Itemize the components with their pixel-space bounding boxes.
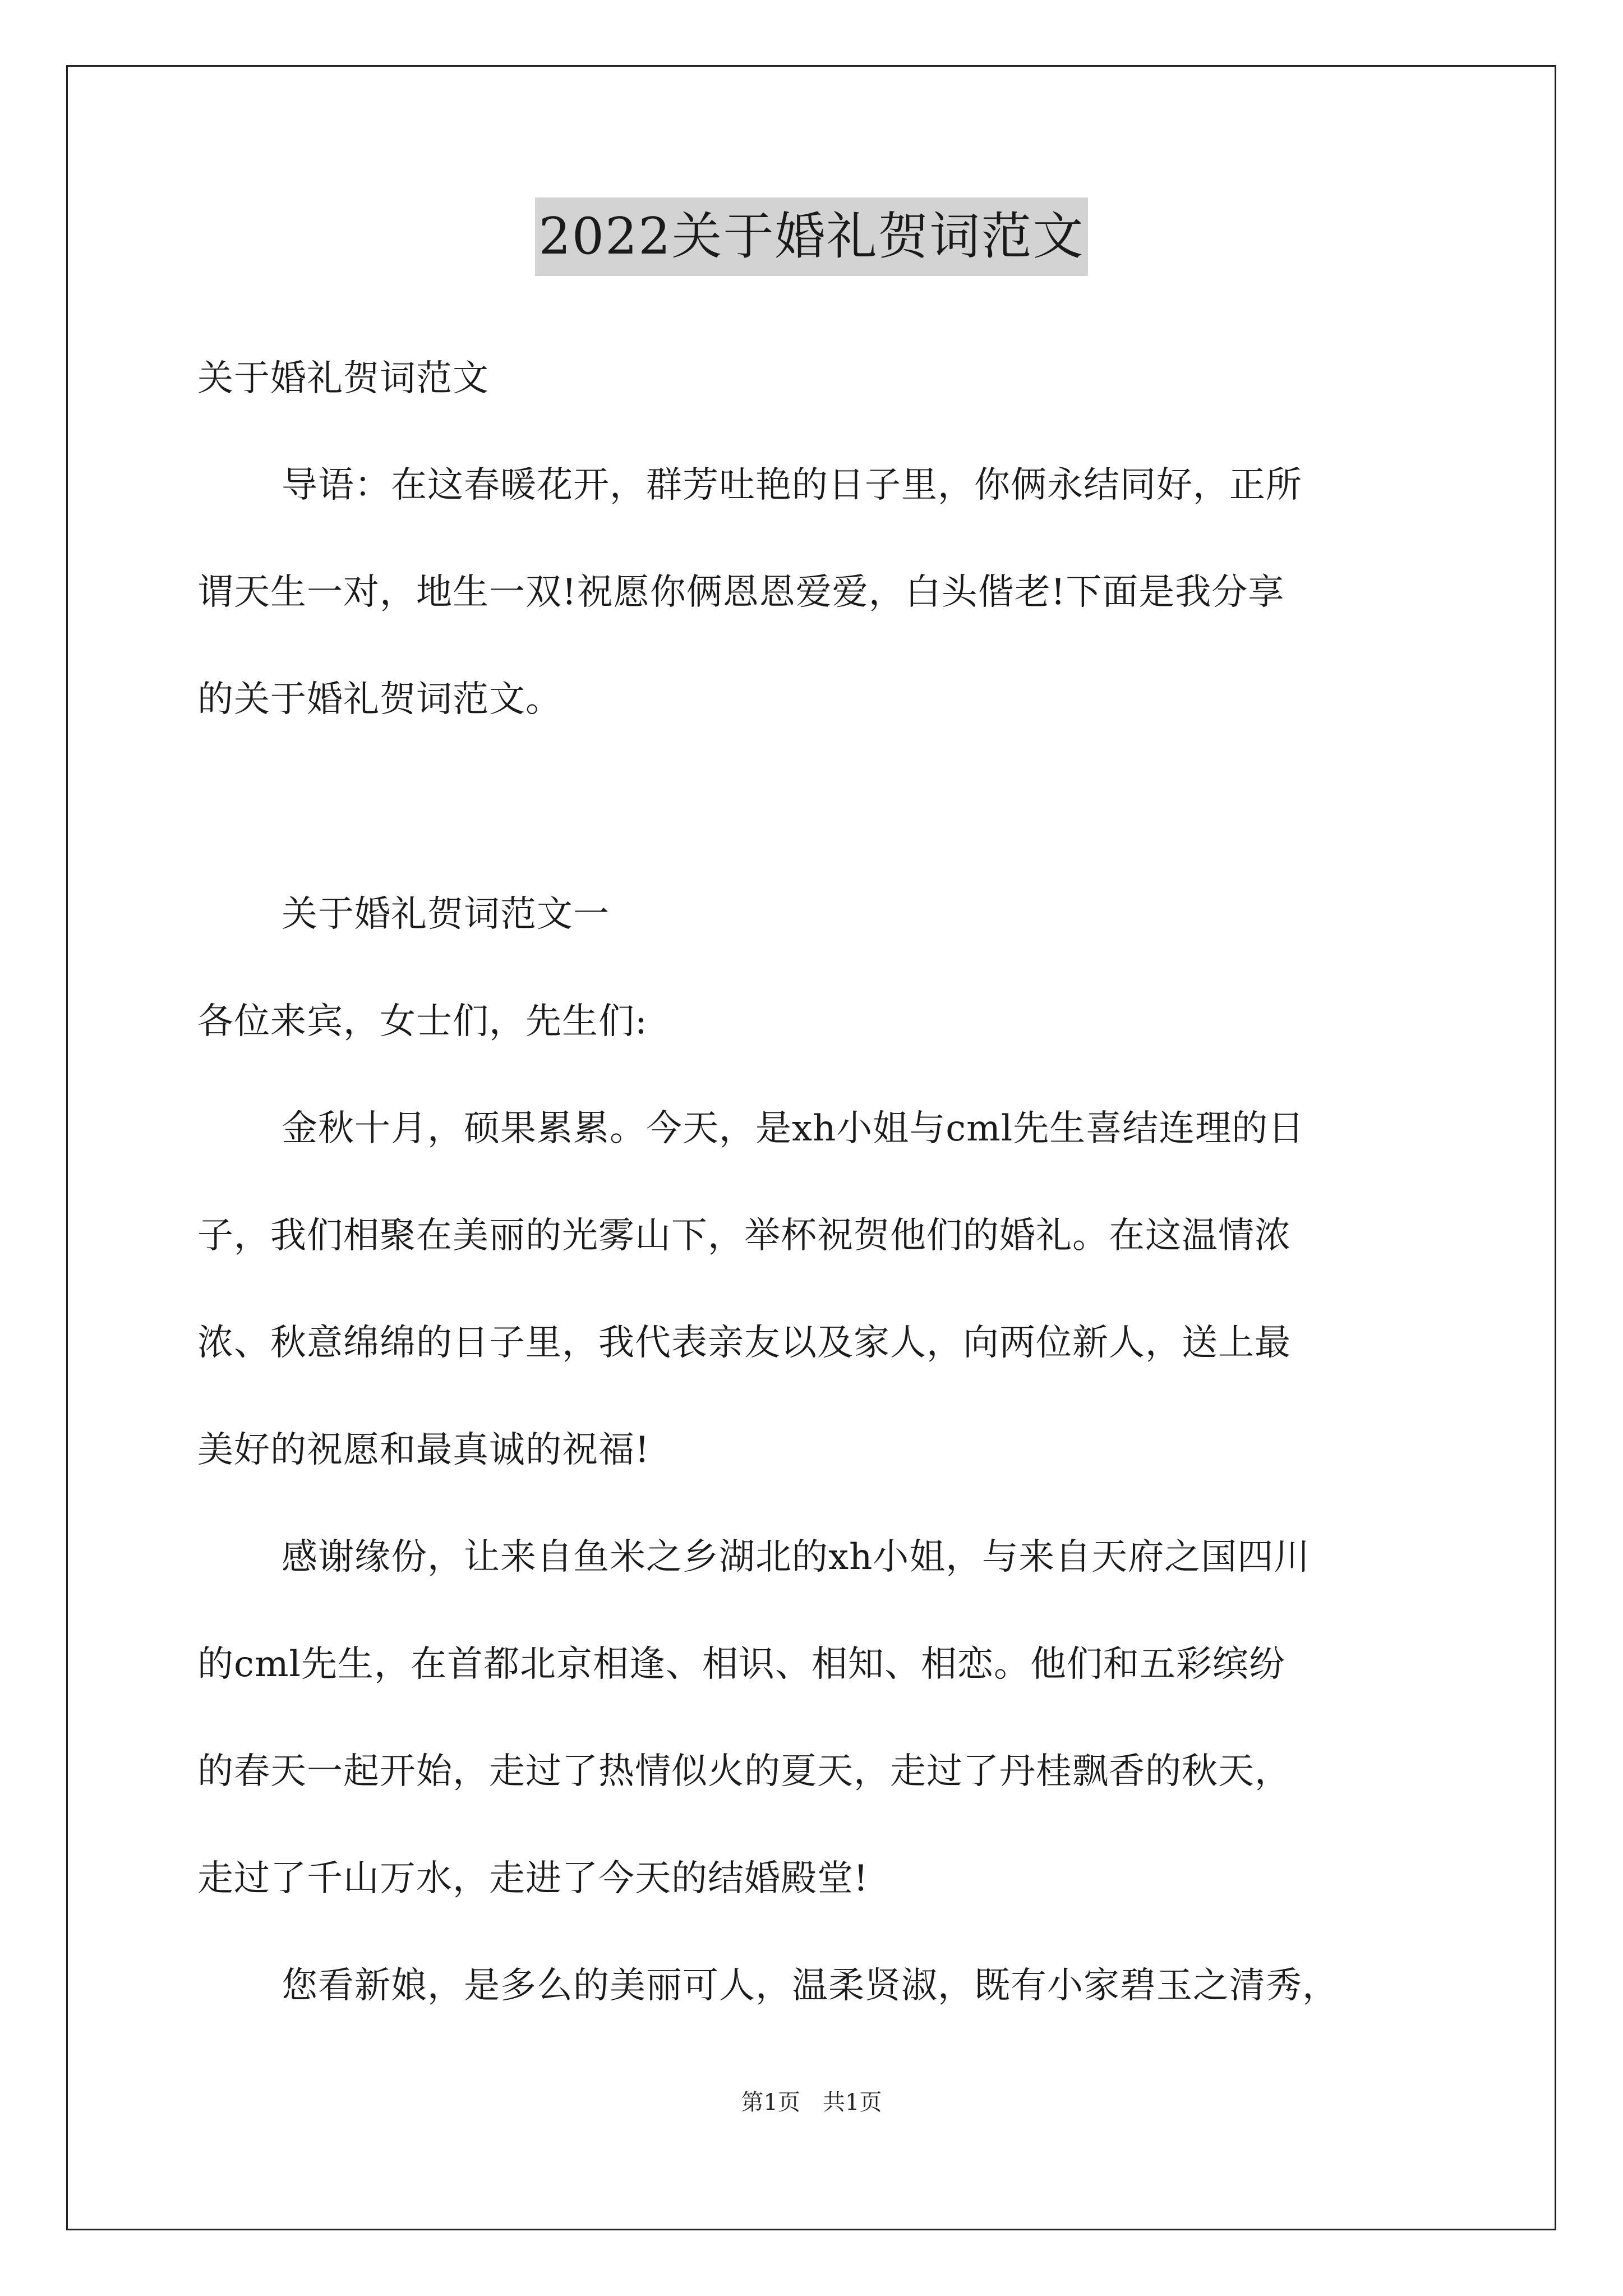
greeting-text: 各位来宾，女士们，先生们: [197,1001,648,1042]
intro-paragraph [197,432,1431,753]
page-footer [0,2086,1623,2119]
paragraph-line: 的cml先生，在首都北京相逢、相识、相知、相恋。他们和五彩缤纷 [197,1644,1285,1685]
document-subtitle [197,325,1431,432]
paragraph-line: 您看新娘，是多么的美丽可人，温柔贤淑，既有小家碧玉之清秀， [282,1965,1339,2007]
body-paragraph-3 [197,1932,1431,2040]
intro-line: 的关于婚礼贺词范文。 [197,679,562,720]
subtitle-line: 关于婚礼贺词范文 [197,358,489,399]
intro-line: 谓天生一对，地生一双!祝愿你俩恩恩爱爱，白头偕老!下面是我分享 [197,572,1285,613]
paragraph-line: 美好的祝愿和最真诚的祝福! [197,1429,650,1471]
body-paragraph-1 [197,1075,1431,1504]
paragraph-line: 的春天一起开始，走过了热情似火的夏天，走过了丹桂飘香的秋天， [197,1751,1291,1792]
document-title-text: 2022关于婚礼贺词范文 [535,197,1087,276]
intro-line: 导语：在这春暖花开，群芳吐艳的日子里，你俩永结同好，正所 [282,464,1302,506]
greeting [197,968,1431,1075]
paragraph-line: 浓、秋意绵绵的日子里，我代表亲友以及家人，向两位新人，送上最 [197,1322,1291,1364]
paragraph-line: 走过了千山万水，走进了今天的结婚殿堂! [197,1858,869,1899]
body-paragraph-2 [197,1504,1431,1932]
section-heading [197,861,1431,968]
paragraph-line: 子，我们相聚在美丽的光雾山下，举杯祝贺他们的婚礼。在这温情浓 [197,1215,1291,1257]
page-number: 第1页 共1页 [741,2090,882,2115]
paragraph-line: 感谢缘份，让来自鱼米之乡湖北的xh小姐，与来自天府之国四川 [282,1536,1311,1578]
paragraph-line: 金秋十月，硕果累累。今天，是xh小姐与cml先生喜结连理的日 [282,1108,1305,1149]
section-heading-text: 关于婚礼贺词范文一 [282,894,610,935]
document-title [0,197,1623,276]
